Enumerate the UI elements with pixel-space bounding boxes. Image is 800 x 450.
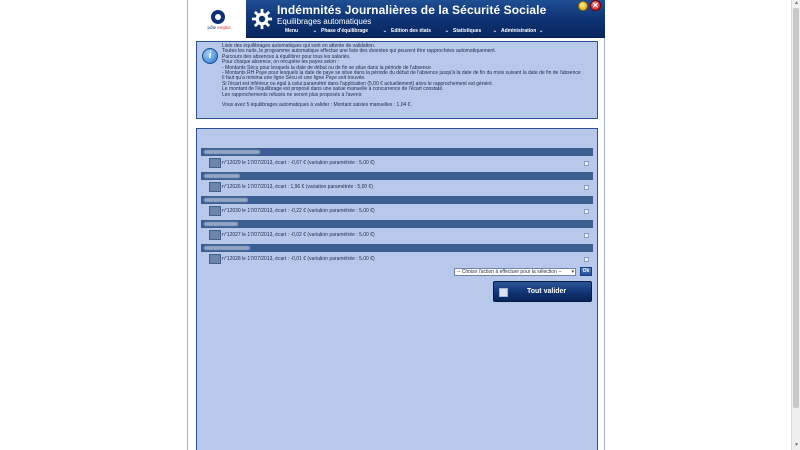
validate-icon	[499, 288, 508, 297]
info-icon: i	[202, 48, 218, 64]
entry-label: n°12027 le 17/07/2013, écart : -0,02 € (variation paramétrée : 5,00 €)	[222, 232, 375, 238]
entry-label: n°12026 le 17/07/2013, écart : 1,96 € (variation paramétrée : 5,00 €)	[222, 184, 373, 190]
minimize-button[interactable]	[578, 1, 588, 11]
redacted-name	[204, 246, 250, 250]
header-banner	[246, 0, 605, 38]
entry-label: n°12030 le 17/07/2013, écart : -0,22 € (variation paramétrée : 5,00 €)	[222, 208, 375, 214]
page-scrollbar[interactable]	[791, 0, 800, 450]
redacted-name	[204, 222, 238, 226]
menu-item-statistiques[interactable]: Statistiques ⌄	[453, 28, 497, 34]
list-item	[201, 254, 593, 264]
equilibrages-list-panel	[196, 128, 598, 450]
info-line: Toutes les nuits, le programme automatique effectue une liste des données qui peuvent être rapprochées automatiquement.	[222, 48, 496, 55]
info-panel	[196, 41, 598, 119]
entry-checkbox[interactable]	[584, 233, 589, 238]
pole-emploi-logo	[192, 2, 244, 36]
ok-button[interactable]: Ok	[580, 267, 592, 276]
logo-icon	[211, 10, 225, 24]
scroll-thumb[interactable]	[793, 8, 799, 408]
menu-item-edition-etats[interactable]: Edition des états ⌄	[391, 28, 449, 34]
document-icon[interactable]	[209, 182, 221, 192]
chevron-down-icon: ⌄	[444, 28, 449, 34]
list-item	[201, 206, 593, 216]
info-line: Si l'écart est inférieur ou égal à celui paramétré dans l'application (5,00 € actuellement) alors le rapprochement est généré.	[222, 80, 494, 87]
entry-checkbox[interactable]	[584, 257, 589, 262]
validate-all-label: Tout valider	[527, 288, 567, 295]
list-item	[201, 230, 593, 240]
entry-checkbox[interactable]	[584, 185, 589, 190]
entry-label: n°12029 le 17/07/2013, écart : -0,67 € (variation paramétrée : 5,00 €)	[222, 160, 375, 166]
entry-checkbox[interactable]	[584, 209, 589, 214]
employee-group-header	[201, 244, 593, 252]
chevron-down-icon: ⌄	[492, 28, 497, 34]
employee-group-header	[201, 172, 593, 180]
info-line: Les rapprochements refusés ne seront plus proposés à l'avenir.	[222, 91, 363, 98]
scroll-up-arrow-icon[interactable]: ▲	[794, 0, 799, 6]
redacted-name	[204, 198, 248, 202]
info-line: - Montants RH Paye pour lesquels la date de paye se situe dans la période du début de l'absence jusqu'à la date de fin du mois suivant la date de fin de l'absence	[222, 70, 581, 77]
close-icon: ✕	[592, 1, 599, 10]
scroll-down-arrow-icon[interactable]: ▼	[794, 442, 799, 448]
info-line: Il faut qu'a minima une ligne Sécu et une ligne Paye soit trouvée.	[222, 75, 366, 82]
chevron-down-icon: ⌄	[312, 28, 317, 34]
employee-group-header	[201, 220, 593, 228]
menu-item-phase-equilibrage[interactable]: Phase d'équilibrage ⌄	[321, 28, 387, 34]
info-text	[222, 44, 594, 109]
page-title: Indémnités Journalières de la Sécurité Sociale	[277, 3, 547, 17]
main-menu	[276, 28, 547, 37]
list-item	[201, 158, 593, 168]
bulk-action-select[interactable]: -- Choisir l'action à effectuer pour la sélection -- ▾	[454, 268, 576, 276]
info-line: Parcours des absences à équilibrer pour tous les salariés.	[222, 53, 351, 60]
menu-item-administration[interactable]: Administration ⌄	[501, 28, 544, 34]
gear-icon	[251, 8, 273, 30]
document-icon[interactable]	[209, 206, 221, 216]
chevron-down-icon: ▾	[571, 269, 574, 275]
info-line: Le montant de l'équilibrage est proposé dans une saisie manuelle à concurrence de l'écart constaté.	[222, 86, 444, 93]
entry-label: n°12028 le 17/07/2013, écart : -0,01 € (variation paramétrée : 5,00 €)	[222, 256, 375, 262]
logo-text: pôle emploi	[207, 25, 231, 30]
employee-group-header	[201, 148, 593, 156]
redacted-name	[204, 150, 260, 154]
employee-group-header	[201, 196, 593, 204]
document-icon[interactable]	[209, 230, 221, 240]
info-line: Pour chaque absence, on récupère les payes selon :	[222, 59, 339, 66]
info-line: - Montants Sécu pour lesquels la date de début ou de fin se situe dans la période de l'absence	[222, 64, 431, 71]
menu-item-menu[interactable]: Menu ⌄	[285, 28, 317, 34]
close-button[interactable]	[590, 0, 601, 11]
chevron-down-icon: ⌄	[539, 28, 544, 34]
validate-all-button[interactable]	[493, 281, 592, 302]
chevron-down-icon: ⌄	[382, 28, 387, 34]
document-icon[interactable]	[209, 158, 221, 168]
list-item	[201, 182, 593, 192]
redacted-name	[204, 174, 240, 178]
page-subtitle: Equilibrages automatiques	[277, 17, 372, 26]
document-icon[interactable]	[209, 254, 221, 264]
info-summary: Vous avez 5 équilibrages automatiques à valider : Montant saisies manuelles : 1,04 €.	[222, 102, 412, 109]
entry-checkbox[interactable]	[584, 161, 589, 166]
info-line: Liste des équilibrages automatiques qui sont en attente de validation.	[222, 43, 376, 49]
